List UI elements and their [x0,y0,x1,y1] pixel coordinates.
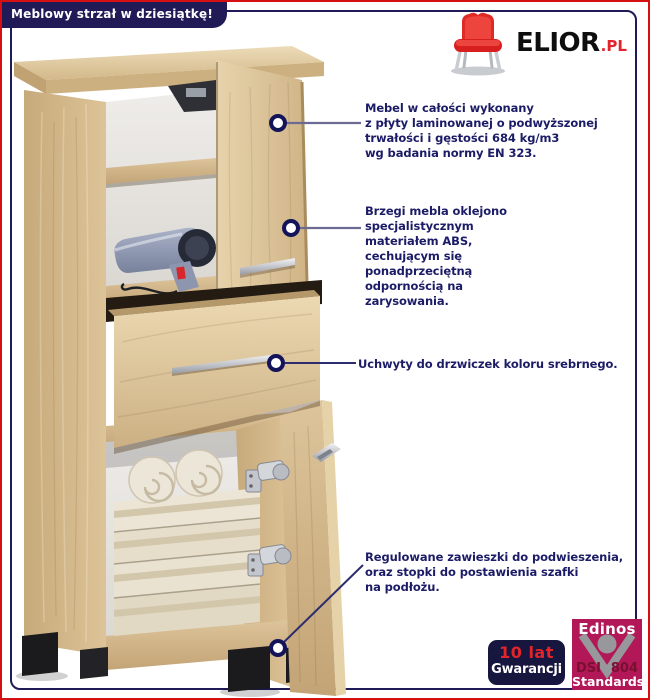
annotation-edges [365,204,507,309]
annotation-line: oraz stopki do postawienia szafki [365,565,579,579]
annotation-line: zarysowania. [365,294,449,308]
promo-banner-text: Meblowy strzał w dziesiątkę! [11,7,213,21]
annotation-line: wg badania normy EN 323. [365,146,537,160]
callout-dot [269,356,283,370]
annotation-handles [358,357,618,372]
callout-dot [284,221,298,235]
warranty-years: 10 lat [499,643,554,662]
warranty-label: Gwarancji [491,662,562,677]
annotation-line: Mebel w całości wykonany [365,101,534,115]
annotation-line: trwałości i gęstości 684 kg/m3 [365,131,560,145]
edinos-brand-text: Edinos [578,620,636,638]
bottom-door [280,400,346,696]
annotation-line: materiałem ABS, [365,234,473,248]
annotation-line: na podłożu. [365,580,440,594]
cabinet-left-panel [24,90,106,656]
edinos-804-text: 804 [610,661,638,676]
edinos-standards-text: Standards [572,674,645,689]
cabinet-foot [228,646,270,692]
annotation-line: Regulowane zawieszki do podwieszenia, [365,550,624,564]
logo-brand-text: ELIOR [516,28,600,58]
annotation-material [365,101,598,161]
promo-banner [2,2,227,28]
annotation-line: z płyty laminowanej o podwyższonej [365,116,598,130]
edinos-dsi-text: DSI [576,661,601,676]
callout-dot [271,116,285,130]
annotation-line: specjalistycznym [365,219,474,233]
annotation-feet [365,550,623,595]
callout-dot [271,641,285,655]
annotation-line: cechującym się [365,249,462,263]
towel-stack [114,488,260,636]
annotation-line: ponadprzeciętną [365,264,473,278]
logo-wordmark [516,28,627,58]
top-compartment [106,80,216,308]
chair-icon [448,10,508,76]
annotation-line: Brzegi mebla oklejono [365,204,507,218]
annotation-line: Uchwyty do drzwiczek koloru srebrnego. [358,357,618,371]
cabinet-foot [80,647,108,679]
logo-tld-text: .PL [600,37,627,55]
edinos-badge [572,619,645,690]
annotation-line: odpornością na [365,279,463,293]
warranty-badge [488,640,565,685]
elior-logo [448,10,627,76]
cabinet-foot [22,632,58,676]
